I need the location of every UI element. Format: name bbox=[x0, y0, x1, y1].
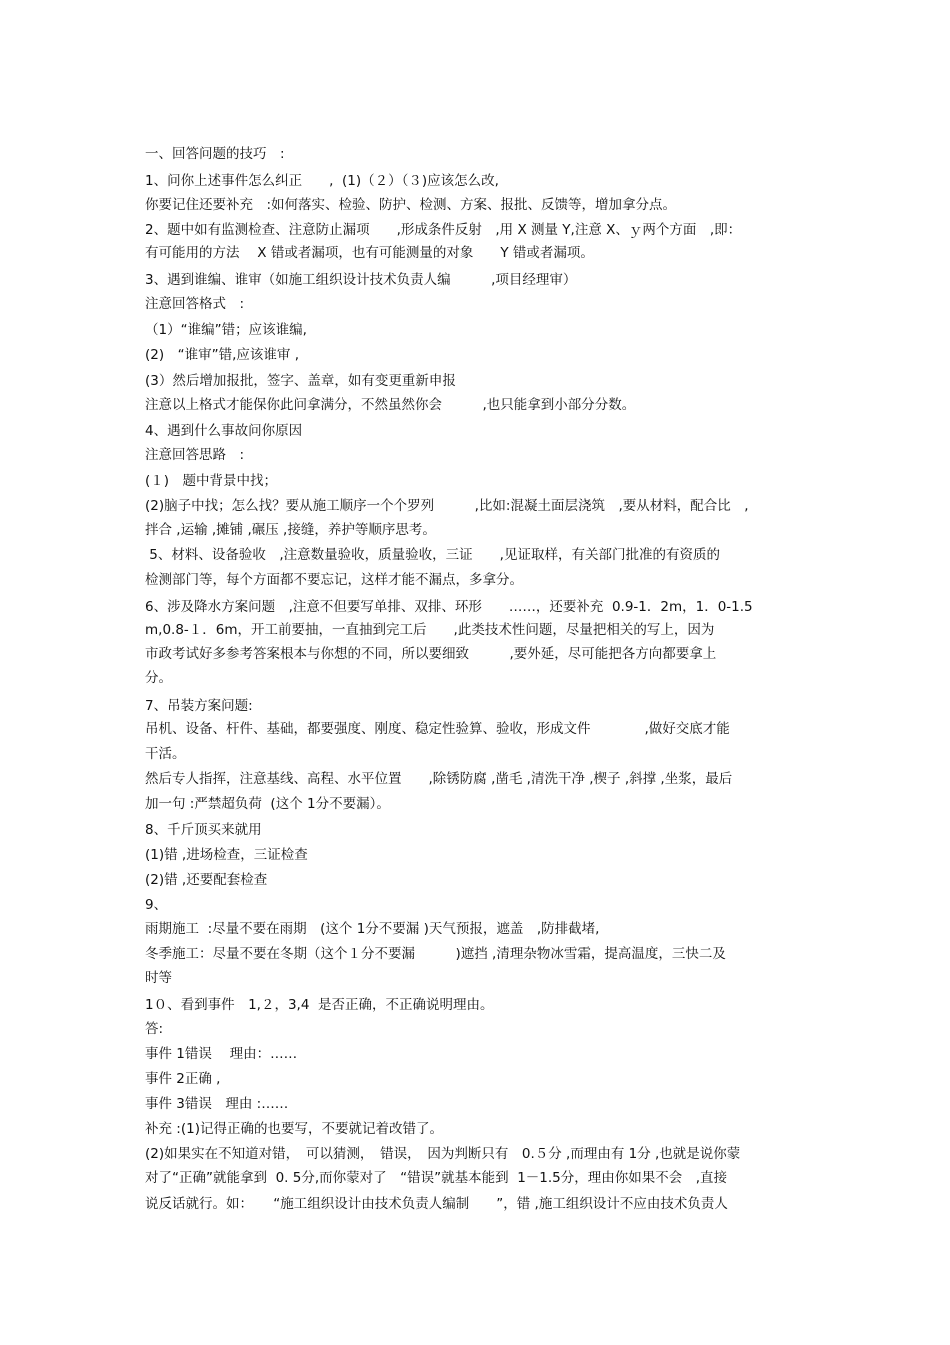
text-line: 1、问你上述事件怎么纠正 , (1)（２）（３)应该怎么改, bbox=[145, 173, 499, 189]
text-line: 7、吊装方案问题: bbox=[145, 698, 253, 714]
text-line: m,0.8-１．6m，开工前要抽，一直抽到完工后 ,此类技术性问题，尽量把相关的写上，因为 bbox=[145, 622, 715, 638]
text-line: 干活。 bbox=[145, 746, 186, 762]
text-line: 市政考试好多参考答案根本与你想的不同，所以要细致 ,要外延，尽可能把各方向都要拿上 bbox=[145, 646, 717, 662]
section-heading: 一、回答问题的技巧 : bbox=[145, 146, 285, 162]
text-line: 6、涉及降水方案问题 ,注意不但要写单排、双排、环形 ……，还要补充 0.9-1．2m，1．0-1.5 bbox=[145, 599, 753, 615]
text-line: 2、题中如有监测检查、注意防止漏项 ,形成条件反射 ,用 X 测量 Y,注意 X、ｙ两个方面 ,即： bbox=[145, 222, 742, 238]
text-line: 有可能用的方法 X 错或者漏项，也有可能测量的对象 Y 错或者漏项。 bbox=[145, 245, 594, 261]
text-line: 你要记住还要补充 :如何落实、检验、防护、检测、方案、报批、反馈等，增加拿分点。 bbox=[145, 197, 677, 213]
text-line: 拌合 ,运输 ,摊铺 ,碾压 ,接缝，养护等顺序思考。 bbox=[145, 522, 436, 538]
text-line: (2) “谁审”错,应该谁审 , bbox=[145, 347, 299, 363]
text-line: 注意以上格式才能保你此问拿满分，不然虽然你会 ,也只能拿到小部分分数。 bbox=[145, 397, 636, 413]
text-line: 对了“正确”就能拿到 0. 5分,而你蒙对了 “错误”就基本能到 1－1.5分，理由你如果不会 ,直接 bbox=[145, 1170, 728, 1186]
text-line: 9、 bbox=[145, 897, 168, 913]
text-line: 注意回答格式 : bbox=[145, 296, 245, 312]
text-line: (2)错 ,还要配套检查 bbox=[145, 872, 268, 888]
text-line: 1０、看到事件 1,２，3,4 是否正确，不正确说明理由。 bbox=[145, 997, 494, 1013]
text-line: (１) 题中背景中找； bbox=[145, 473, 278, 489]
text-line: 冬季施工：尽量不要在冬期（这个１分不要漏 )遮挡 ,清理杂物冰雪霜，提高温度，三快二及 bbox=[145, 946, 726, 962]
text-line: 注意回答思路 : bbox=[145, 447, 245, 463]
text-line: 加一句 :严禁超负荷 (这个 1分不要漏）。 bbox=[145, 796, 390, 812]
text-line: 4、遇到什么事故问你原因 bbox=[145, 423, 303, 439]
text-line: 事件 3错误 理由 :…… bbox=[145, 1096, 289, 1112]
text-line: 说反话就行。如： “施工组织设计由技术负责人编制 ”，错 ,施工组织设计不应由技术负责人 bbox=[145, 1196, 728, 1212]
text-line: 事件 2正确 , bbox=[145, 1071, 221, 1087]
text-line: （1）“谁编”错；应该谁编, bbox=[145, 322, 307, 338]
text-line: 补充 :(1)记得正确的也要写，不要就记着改错了。 bbox=[145, 1121, 443, 1137]
text-line: (1)错 ,进场检查，三证检查 bbox=[145, 847, 308, 863]
text-line: 检测部门等，每个方面都不要忘记，这样才能不漏点，多拿分。 bbox=[145, 572, 523, 588]
text-line: 雨期施工 :尽量不要在雨期 (这个 1分不要漏 )天气预报，遮盖 ,防排截堵, bbox=[145, 921, 600, 937]
text-line: 分。 bbox=[145, 670, 172, 686]
text-line: (2)如果实在不知道对错， 可以猜测， 错误， 因为判断只有 0.５分 ,而理由有 1分 ,也就是说你蒙 bbox=[145, 1146, 741, 1162]
text-line: 8、千斤顶买来就用 bbox=[145, 822, 262, 838]
text-line: 5、材料、设备验收 ,注意数量验收，质量验收，三证 ,见证取样，有关部门批准的有资质的 bbox=[145, 547, 720, 563]
text-line: (3）然后增加报批，签字、盖章，如有变更重新申报 bbox=[145, 373, 456, 389]
text-line: (2)脑子中找；怎么找？要从施工顺序一个个罗列 ,比如:混凝土面层浇筑 ,要从材料，配合比 , bbox=[145, 498, 749, 514]
text-line: 吊机、设备、杆件、基础，都要强度、刚度、稳定性验算、验收，形成文件 ,做好交底才能 bbox=[145, 721, 730, 737]
text-line: 然后专人指挥，注意基线、高程、水平位置 ,除锈防腐 ,凿毛 ,清洗干净 ,楔子 ,斜撑 ,坐浆，最后 bbox=[145, 771, 733, 787]
text-line: 3、遇到谁编、谁审（如施工组织设计技术负责人编 ,项目经理审） bbox=[145, 272, 577, 288]
text-line: 事件 1错误 理由：…… bbox=[145, 1046, 298, 1062]
text-line: 答: bbox=[145, 1021, 164, 1037]
text-line: 时等 bbox=[145, 970, 172, 986]
